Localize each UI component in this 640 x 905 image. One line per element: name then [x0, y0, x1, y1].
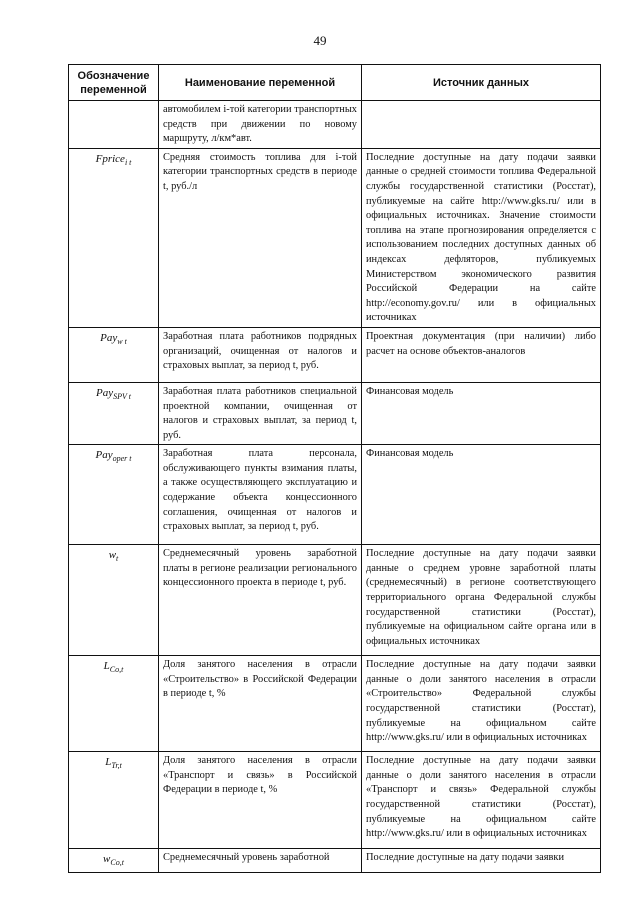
data-source: Последние доступные на дату подачи заявки	[362, 849, 601, 873]
variable-symbol: Pay$_{oper t}$	[69, 445, 159, 545]
variable-name: Заработная плата работников специальной проектной компании, очищенная от налогов и страховых выплат, за период t, руб.	[159, 382, 362, 444]
header-data-source: Источник данных	[362, 65, 601, 101]
table-row	[69, 101, 601, 149]
table-row	[69, 327, 601, 382]
page-number: 49	[313, 33, 327, 48]
variable-name: Среднемесячный уровень заработной	[159, 849, 362, 873]
table-row	[69, 545, 601, 656]
data-source: Финансовая модель	[362, 382, 601, 444]
variable-symbol	[69, 101, 159, 149]
data-source	[362, 101, 601, 149]
data-source: Последние доступные на дату подачи заявки данные о среднем уровне заработной платы (среднемесячный) в регионе соответствующего территориального органа Федеральной службы государственной статистики (Росстат), публикуемые на официальном сайте органа или в официальных источниках	[362, 545, 601, 656]
table-row	[69, 849, 601, 873]
table-row	[69, 445, 601, 545]
table-row	[69, 752, 601, 849]
table-header-row	[69, 65, 601, 101]
variable-symbol: $w_{Co,t}$	[69, 849, 159, 873]
variable-symbol: $w_t$	[69, 545, 159, 656]
header-variable-symbol: Обозначение переменной	[69, 65, 159, 101]
table-body	[69, 101, 601, 873]
variable-name: Доля занятого населения в отрасли «Строительство» в Российской Федерации в периоде t, %	[159, 656, 362, 752]
table-row	[69, 656, 601, 752]
variable-name: Заработная плата персонала, обслуживающего пункты взимания платы, а также осуществляющего эксплуатацию и содержание объекта концессионного соглашения, очищенная от налогов и страховых выплат, за период t, руб.	[159, 445, 362, 545]
table-row	[69, 382, 601, 444]
variable-symbol: $L_{Co,t}$	[69, 656, 159, 752]
variable-symbol: Pay$_{w t}$	[69, 327, 159, 382]
data-source: Последние доступные на дату подачи заявки данные о доли занятого населения в отрасли «Строительство» Федеральной службы государственной статистики (Росстат), публикуемые на официальном сайте http://www.gks.ru/ или в официальных источниках	[362, 656, 601, 752]
variable-symbol: Fprice$_{i t}$	[69, 148, 159, 327]
data-source: Последние доступные на дату подачи заявки данные о средней стоимости топлива Федеральной службы государственной статистики (Росстат), публикуемые на сайте http://www.gks.ru/ или в официальных источниках. Значение стоимости топлива на этапе прогнозирования определяется с использованием последних доступных данных об индексах дефляторов, публикуемых Министерством экономического развития Российской Федерации на сайте http://economy.gov.ru/ или в официальных источниках	[362, 148, 601, 327]
variable-symbol: Pay$_{SPV t}$	[69, 382, 159, 444]
data-source: Проектная документация (при наличии) либо расчет на основе объектов-аналогов	[362, 327, 601, 382]
data-source: Финансовая модель	[362, 445, 601, 545]
table-row	[69, 148, 601, 327]
variable-name: автомобилем i-той категории транспортных средств при движении по новому маршруту, л/км*авт.	[159, 101, 362, 149]
variable-name: Заработная плата работников подрядных организаций, очищенная от налогов и страховых выплат, за период t, руб.	[159, 327, 362, 382]
variables-table	[68, 64, 601, 873]
variable-name: Доля занятого населения в отрасли «Транспорт и связь» в Российской Федерации в периоде t, %	[159, 752, 362, 849]
variable-name: Среднемесячный уровень заработной платы в регионе реализации регионального концессионного проекта в периоде t, руб.	[159, 545, 362, 656]
variable-name: Средняя стоимость топлива для i-той категории транспортных средств в периоде t, руб./л	[159, 148, 362, 327]
data-source: Последние доступные на дату подачи заявки данные о доли занятого населения в отрасли «Транспорт и связь» Федеральной службы государственной статистики (Росстат), публикуемые на официальном сайте http://www.gks.ru/ или в официальных источниках	[362, 752, 601, 849]
variable-symbol: $L_{Tr,t}$	[69, 752, 159, 849]
header-variable-name: Наименование переменной	[159, 65, 362, 101]
